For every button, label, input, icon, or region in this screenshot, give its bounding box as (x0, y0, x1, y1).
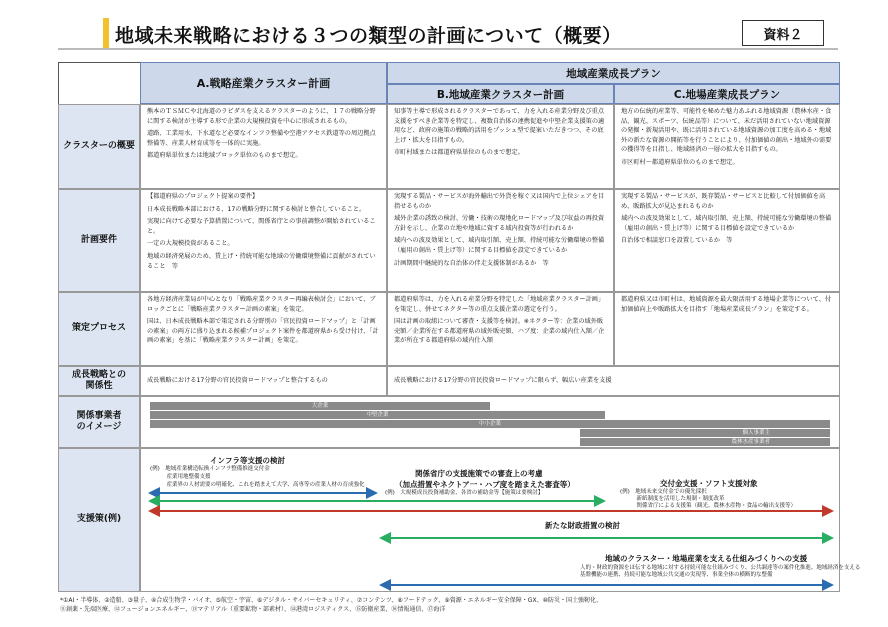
bullet: 域外企業の誘致の検討、労働・技術の現地化ロードマップ及び収益の再投資方針を示し、企業の立地や地域に資する域内投資等が行われるか (394, 215, 605, 232)
row-label-requirements: 計画要件 (58, 189, 140, 292)
stakeholder-bar-sme: 中小企業 (150, 420, 830, 428)
row-label-relation: 成長戦略との関係性 (58, 366, 140, 396)
process-a (140, 292, 387, 366)
overview-a (140, 104, 387, 189)
footnote-line: *①AI・半導体、②造船、③量子、④合成生物学・バイオ、⑤航空・宇宙、⑥デジタル・サイバーセキュリティ、⑦コンテンツ、⑧フードテック、⑨資源・エネルギー安全保障・GX、⑩防災・国土強靭化、 (60, 597, 602, 604)
stakeholder-bar-agri: 農林水産事業者 (580, 438, 830, 446)
col-header-b: B.地域産業クラスター計画 (387, 84, 614, 104)
overview-c (614, 104, 840, 189)
col-header-c: C.地場産業成長プラン (614, 84, 840, 104)
document-label: 資料２ (742, 20, 824, 46)
bullet: 市町村域または都道府県単位のものまで想定。 (394, 149, 524, 157)
mechanism-support-title: 地域のクラスター・地場産業を支える仕組みづくりへの支援 (605, 554, 808, 563)
finance-support-title: 新たな財政措置の検討 (545, 521, 620, 530)
infra-item: 産業用地整備支援 (150, 474, 211, 480)
bullet: 【都道府県のプロジェクト提案の要件】 (147, 193, 259, 200)
page-title: 地域未来戦略における３つの類型の計画について（概要） (115, 25, 622, 47)
grant-item: 新紙制度を活用した規制・制度改革 (620, 496, 725, 502)
bullet: 自治体で相談窓口を設置しているか 等 (621, 237, 733, 245)
bullet: 都道府県又は市町村は、地域資源を最大限活用する地場企業等について、付加価値向上や販路拡大を目指す「地場産業成長プラン」を策定する。 (621, 296, 832, 313)
title-divider (58, 48, 838, 50)
requirements-a (140, 189, 387, 292)
bullet: 知事等主導で形成されるクラスターであって、力を入れる産業分野及び重点支援をすべき企業等を特定し、複数自治体の連携促進や中堅企業支援策の適用など、政府の施策の戦略的活用をプッシュ型で提案いただきつつ、その底上げ・拡大を目指すもの。 (394, 108, 605, 144)
relation-bc: 成長戦略における17分野の官民投資ロードマップに限らず、幅広い産業を支援 (387, 366, 840, 396)
col-header-a: A.戦略産業クラスター計画 (140, 62, 387, 104)
footnote (60, 597, 602, 614)
bullet: 国は、日本成長戦略本部で策定される分野別の「官民投資ロードマップ」と「計画の素案」の両方に盛り込まれる候補プロジェクト案件を都道府県から受け付け、「計画の素案」を基に「戦略産業クラスター計画」を策定。 (147, 318, 379, 345)
title-accent-bar (103, 18, 109, 50)
infra-item: 産業界の人材需要の明確化、これを踏まえて大学、高専等の産業人材の育成強化 (150, 482, 365, 488)
requirements-b (387, 189, 614, 292)
bullet: 熊本のＴＳＭＣや北海道のラピダスを支えるクラスターのように、１７の戦略分野に関する検討が主導する形で企業の大規模投資を中心に形成されるもの。 (147, 108, 376, 125)
infra-item: (例) 地域産業構造転換インフラ整備推進交付金 (150, 466, 270, 472)
grant-support-title: 交付金支援・ソフト支援対象 (660, 479, 758, 488)
bullet: 市区町村〜都道府県単位のものまで想定。 (621, 159, 739, 167)
bullet: 計画期間中継続的な自治体の伴走支援体制があるか 等 (394, 259, 549, 267)
process-c (614, 292, 840, 366)
stakeholder-bar-sole: 個人事業主 (580, 429, 830, 437)
ministry-support-title: 関係省庁の支援施策での審査上の考慮 (415, 469, 543, 478)
grant-item: 関係省庁による支援策（観光、農林水産物・食品の輸出支援等） (620, 503, 797, 509)
bullet: 道路、工業用水、下水道など必要なインフラ整備や空港アクセス鉄道等の周辺拠点整備等、産業人材育成等を一体的に実施。 (147, 130, 376, 147)
bullet: 実現する製品・サービスが海外輸出で外貨を稼ぐ又は国内で上位シェアを目指せるものか (394, 193, 605, 210)
bullet: 都道府県等は、力を入れる産業分野を特定した「地域産業クラスター計画」を策定し、併せてネクター等の重点支援企業の選定を行う。 (394, 296, 605, 313)
relation-a: 成長戦略における17分野の官民投資ロードマップと整合するもの (140, 366, 387, 396)
row-label-support: 支援策(例) (58, 448, 140, 592)
bullet: 都道府県単位または地域ブロック単位のものまで想定。 (147, 152, 302, 160)
bullet: 域内への波及効果として、域内取引額、売上額、持続可能な労働環境の整備（雇用の創出・賃上げ等）に関する目標値を設定できているか (394, 237, 605, 255)
stakeholder-bar-midsize: 中堅企業 (150, 411, 605, 419)
grant-item: (例) 地域未来交付金での優先採択 (620, 489, 707, 495)
ministry-support-subtitle: （加点措置やネクトア一・ハブ度を踏まえた審査等） (395, 480, 575, 489)
requirements-c (614, 189, 840, 292)
col-header-group: 地域産業成長プラン (387, 62, 840, 84)
row-label-overview: クラスターの概要 (58, 104, 140, 189)
overview-b (387, 104, 614, 189)
row-label-stakeholders: 関係事業者のイメージ (58, 396, 140, 448)
bullet: 国は計画の取組について審査・支援等を検討。※ネクター等：企業の域外販売額／企業所在する都道府県の域外販売額、ハブ度：企業の域内仕入額／企業が所在する都道府県の域内仕入額 (394, 318, 605, 345)
bullet: 日本成長戦略本部における、17の戦略分野に関する検討と整合していること。 (147, 205, 366, 213)
bullet: 地域の経済発展のため、賃上げ・持続可能な地域の労働環境整備に貢献がされていること 等 (147, 253, 376, 270)
infra-support-title: インフラ等支援の検討 (210, 456, 285, 465)
footnote-line: ⑪創薬・先端医療、⑫フュージョンエネルギー、⑬マテリアル（重要鉱物・部素材）、⑭港湾ロジスティクス、⑮防衛産業、⑯情報通信、⑰海洋 (60, 605, 446, 613)
ministry-support-item: (例) 大規模成長投資補助金、各省の補助金等【施策は要検討】 (385, 490, 544, 496)
bullet: 一定の大規模投資があること。 (147, 240, 234, 248)
bullet: 域内への波及効果として、域内取引額、売上額、持続可能な労働環境の整備（雇用の創出・賃上げ等）に関する目標値を設定できているか (621, 215, 832, 232)
mechanism-item: 人的・財政的資源をほ伝する地域に対する持続可能な仕組みづくり、公共調達等の案件化推進、地域経済を支える (580, 565, 861, 571)
bullet: 実現する製品・サービスが、既存製品・サービスと比較して付加価値を高め、販路拡大が見込まれるものか (621, 193, 826, 210)
stakeholder-bar-large: 大企業 (150, 402, 490, 410)
mechanism-item: 基盤機能の連携、持続可能な地域公共交通の実現等、事業全体の横断的な整備 (580, 572, 773, 578)
row-label-process: 策定プロセス (58, 292, 140, 366)
bullet: 地方の伝統的産業等、可能性を秘めた魅力あふれる地域資源（農林水産・食品、観光、スポーツ、伝統品等）について、未だ活用されていない地域資源の発掘・新規活用や、既に活用されている地域資源の加工度を高める・地域外の新たな資源の開拓等を行うことにより、付加価値の創出・地域外の需要の獲得等を目指し、地域経済の一層の拡大を目指すもの。 (621, 108, 832, 154)
bullet: 各地方経済産業局が中心となり「戦略産業クラスター再編表検討会」において、ブロックごとに「戦略産業クラスター計画の素案」を策定。 (147, 296, 376, 313)
bullet: 実現に向けて必要な予算措置について、関係省庁との事前調整が開始されていること。 (147, 218, 376, 235)
process-b (387, 292, 614, 366)
